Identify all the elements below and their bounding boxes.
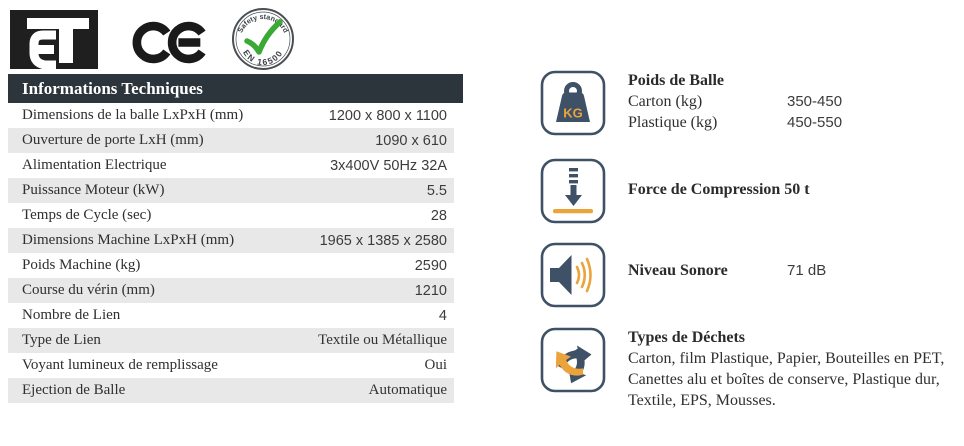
table-row [8,253,454,278]
waste-description: Carton, film Plastique, Papier, Bouteilles en PET, Canettes alu et boîtes de conserve, Plastique dur, Textile, EPS, Mousses. [628,350,945,409]
row-value: 4 [438,307,447,324]
kg-icon-label: KG [563,105,583,121]
feature-compression [540,158,964,224]
feature-noise-level [540,242,964,308]
table-row [8,128,454,153]
row-value: 1090 x 610 [375,132,447,149]
compression-press-icon [540,158,606,224]
ce-mark-icon [128,19,210,66]
row-value: 28 [430,207,447,224]
waste-title: Types de Déchets [628,329,746,346]
recycle-icon [540,327,606,393]
row-value: 5.5 [426,182,447,199]
compression-title: Force de Compression 50 t [628,181,810,198]
feature-bale-weight [540,70,964,136]
row-label: Voyant lumineux de remplissage [22,357,218,373]
feature-waste-types [540,327,964,411]
noise-title: Niveau Sonore [628,262,728,279]
table-title: Informations Techniques [8,74,463,103]
bale-weight-value: 450-550 [787,114,843,131]
safety-standard-badge-icon [230,6,296,72]
bale-weight-value: 350-450 [787,93,843,110]
badge-bottom-text: EN 16500 [241,47,285,68]
row-label: Dimensions de la balle LxPxH (mm) [22,107,244,123]
row-value: 1200 x 800 x 1100 [328,107,447,124]
et-brand-logo [10,10,98,69]
noise-row [628,260,964,281]
table-row [8,153,454,178]
row-label: Ouverture de porte LxH (mm) [22,132,204,148]
bale-weight-row [628,112,964,133]
row-label: Course du vérin (mm) [22,282,155,298]
row-label: Nombre de Lien [22,307,121,323]
table-row [8,103,454,128]
row-label: Alimentation Electrique [22,157,167,173]
row-label: Puissance Moteur (kW) [22,182,165,198]
speaker-icon [540,242,606,308]
noise-value: 71 dB [787,262,827,279]
logo-strip [0,0,320,74]
row-value: Oui [424,357,447,373]
bale-weight-row [628,91,964,112]
row-value: 2590 [414,257,447,274]
row-value: Textile ou Métallique [318,332,447,348]
table-row [8,303,454,328]
row-label: Poids Machine (kg) [22,257,141,273]
table-row [8,378,454,403]
bale-weight-label: Carton (kg) [628,93,703,110]
row-value: 3x400V 50Hz 32A [330,157,447,174]
table-row [8,353,454,378]
table-row [8,278,454,303]
table-row [8,203,454,228]
row-label: Temps de Cycle (sec) [22,207,152,223]
bale-weight-title: Poids de Balle [628,72,725,89]
table-row [8,228,454,253]
row-value: Automatique [368,382,447,398]
table-row [8,328,454,353]
table-rows [8,103,454,403]
technical-info-table [8,74,463,403]
bale-weight-label: Plastique (kg) [628,114,718,131]
badge-top-text: Safety standard [235,11,291,35]
row-value: 1210 [414,282,447,299]
row-label: Type de Lien [22,332,101,348]
row-label: Ejection de Balle [22,382,126,398]
weight-kg-icon [540,70,606,136]
row-value: 1965 x 1385 x 2580 [319,232,447,249]
row-label: Dimensions Machine LxPxH (mm) [22,232,235,248]
table-row [8,178,454,203]
